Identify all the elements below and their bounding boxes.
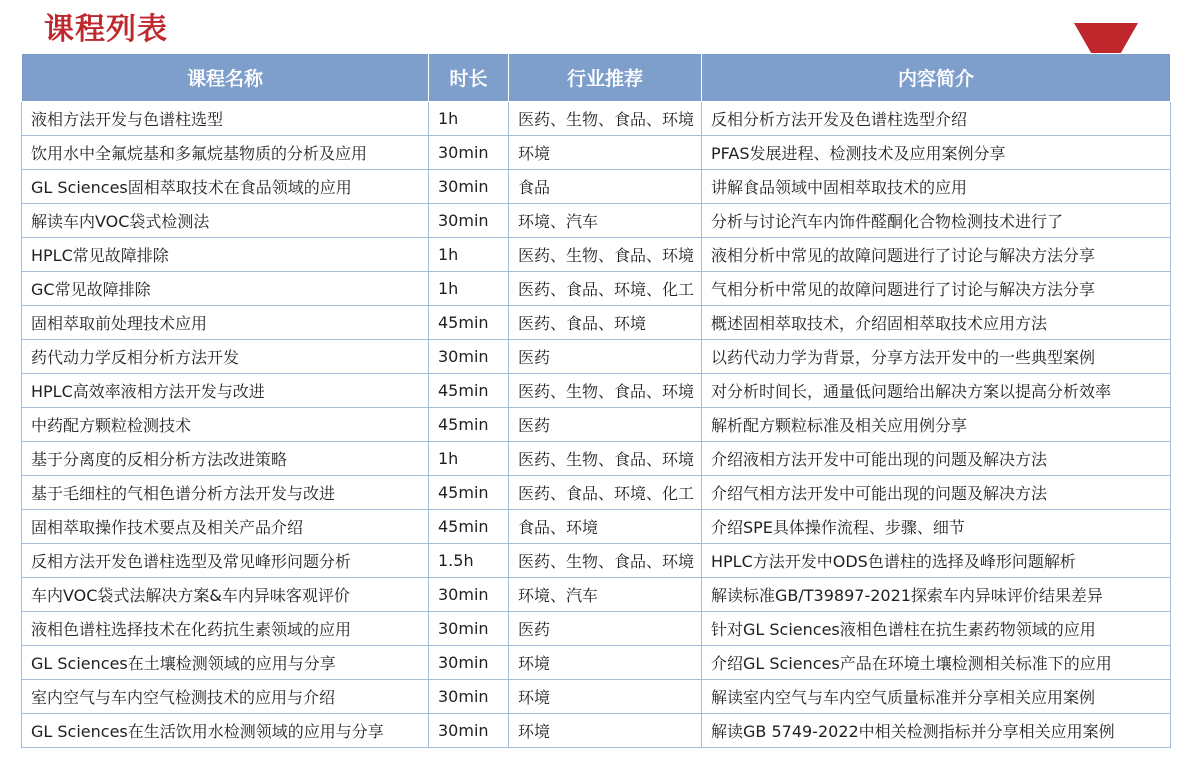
industry-cell: 环境 xyxy=(509,136,702,170)
duration-cell: 30min xyxy=(429,204,509,238)
header-duration: 时长 xyxy=(429,54,509,102)
summary-cell: 以药代动力学为背景，分享方法开发中的一些典型案例 xyxy=(702,340,1171,374)
summary-cell: 液相分析中常见的故障问题进行了讨论与解决方法分享 xyxy=(702,238,1171,272)
table-row xyxy=(22,238,1171,272)
header-course-name: 课程名称 xyxy=(22,54,429,102)
course-name-cell: 液相方法开发与色谱柱选型 xyxy=(22,102,429,136)
course-name-cell: GL Sciences在生活饮用水检测领域的应用与分享 xyxy=(22,714,429,748)
table-row xyxy=(22,170,1171,204)
table-row xyxy=(22,646,1171,680)
course-name-cell: 室内空气与车内空气检测技术的应用与介绍 xyxy=(22,680,429,714)
course-name-cell: 车内VOC袋式法解决方案&车内异味客观评价 xyxy=(22,578,429,612)
course-name-cell: HPLC常见故障排除 xyxy=(22,238,429,272)
course-name-cell: 饮用水中全氟烷基和多氟烷基物质的分析及应用 xyxy=(22,136,429,170)
table-row xyxy=(22,442,1171,476)
summary-cell: 解读室内空气与车内空气质量标准并分享相关应用案例 xyxy=(702,680,1171,714)
duration-cell: 45min xyxy=(429,476,509,510)
summary-cell: 解析配方颗粒标准及相关应用例分享 xyxy=(702,408,1171,442)
industry-cell: 医药、食品、环境、化工 xyxy=(509,476,702,510)
duration-cell: 1.5h xyxy=(429,544,509,578)
course-name-cell: GL Sciences固相萃取技术在食品领域的应用 xyxy=(22,170,429,204)
industry-cell: 环境、汽车 xyxy=(509,204,702,238)
industry-cell: 环境、汽车 xyxy=(509,578,702,612)
duration-cell: 45min xyxy=(429,408,509,442)
course-name-cell: 基于毛细柱的气相色谱分析方法开发与改进 xyxy=(22,476,429,510)
summary-cell: 分析与讨论汽车内饰件醛酮化合物检测技术进行了 xyxy=(702,204,1171,238)
industry-cell: 医药、生物、食品、环境 xyxy=(509,374,702,408)
table-row xyxy=(22,476,1171,510)
summary-cell: 概述固相萃取技术，介绍固相萃取技术应用方法 xyxy=(702,306,1171,340)
course-name-cell: 中药配方颗粒检测技术 xyxy=(22,408,429,442)
course-name-cell: HPLC高效率液相方法开发与改进 xyxy=(22,374,429,408)
course-name-cell: 基于分离度的反相分析方法改进策略 xyxy=(22,442,429,476)
course-name-cell: 反相方法开发色谱柱选型及常见峰形问题分析 xyxy=(22,544,429,578)
table-row xyxy=(22,272,1171,306)
course-name-cell: 液相色谱柱选择技术在化药抗生素领域的应用 xyxy=(22,612,429,646)
duration-cell: 1h xyxy=(429,102,509,136)
course-table xyxy=(21,53,1171,748)
summary-cell: 讲解食品领域中固相萃取技术的应用 xyxy=(702,170,1171,204)
course-name-cell: GL Sciences在土壤检测领域的应用与分享 xyxy=(22,646,429,680)
duration-cell: 30min xyxy=(429,612,509,646)
summary-cell: 气相分析中常见的故障问题进行了讨论与解决方法分享 xyxy=(702,272,1171,306)
table-header-row xyxy=(22,54,1171,102)
table-row xyxy=(22,374,1171,408)
industry-cell: 医药、食品、环境、化工 xyxy=(509,272,702,306)
page-title: 课程列表 xyxy=(44,12,168,47)
table-row xyxy=(22,612,1171,646)
summary-cell: 对分析时间长，通量低问题给出解决方案以提高分析效率 xyxy=(702,374,1171,408)
summary-cell: PFAS发展进程、检测技术及应用案例分享 xyxy=(702,136,1171,170)
table-row xyxy=(22,578,1171,612)
summary-cell: 介绍液相方法开发中可能出现的问题及解决方法 xyxy=(702,442,1171,476)
industry-cell: 环境 xyxy=(509,714,702,748)
table-row xyxy=(22,306,1171,340)
duration-cell: 1h xyxy=(429,238,509,272)
industry-cell: 医药、生物、食品、环境 xyxy=(509,102,702,136)
industry-cell: 医药 xyxy=(509,340,702,374)
table-row xyxy=(22,204,1171,238)
duration-cell: 45min xyxy=(429,306,509,340)
industry-cell: 医药、生物、食品、环境 xyxy=(509,442,702,476)
duration-cell: 45min xyxy=(429,374,509,408)
table-row xyxy=(22,544,1171,578)
duration-cell: 30min xyxy=(429,340,509,374)
course-name-cell: 药代动力学反相分析方法开发 xyxy=(22,340,429,374)
header-summary: 内容简介 xyxy=(702,54,1171,102)
table-row xyxy=(22,340,1171,374)
header-industry: 行业推荐 xyxy=(509,54,702,102)
summary-cell: 介绍SPE具体操作流程、步骤、细节 xyxy=(702,510,1171,544)
summary-cell: 反相分析方法开发及色谱柱选型介绍 xyxy=(702,102,1171,136)
course-name-cell: GC常见故障排除 xyxy=(22,272,429,306)
duration-cell: 1h xyxy=(429,272,509,306)
industry-cell: 医药、食品、环境 xyxy=(509,306,702,340)
table-row xyxy=(22,102,1171,136)
industry-cell: 环境 xyxy=(509,680,702,714)
table-row xyxy=(22,714,1171,748)
duration-cell: 30min xyxy=(429,714,509,748)
summary-cell: 解读标准GB/T39897-2021探索车内异味评价结果差异 xyxy=(702,578,1171,612)
industry-cell: 食品、环境 xyxy=(509,510,702,544)
duration-cell: 30min xyxy=(429,170,509,204)
table-row xyxy=(22,510,1171,544)
industry-cell: 医药、生物、食品、环境 xyxy=(509,238,702,272)
course-name-cell: 解读车内VOC袋式检测法 xyxy=(22,204,429,238)
course-name-cell: 固相萃取前处理技术应用 xyxy=(22,306,429,340)
industry-cell: 环境 xyxy=(509,646,702,680)
duration-cell: 45min xyxy=(429,510,509,544)
summary-cell: 介绍气相方法开发中可能出现的问题及解决方法 xyxy=(702,476,1171,510)
duration-cell: 30min xyxy=(429,136,509,170)
table-row xyxy=(22,408,1171,442)
summary-cell: HPLC方法开发中ODS色谱柱的选择及峰形问题解析 xyxy=(702,544,1171,578)
summary-cell: 介绍GL Sciences产品在环境土壤检测相关标准下的应用 xyxy=(702,646,1171,680)
industry-cell: 医药 xyxy=(509,408,702,442)
industry-cell: 医药 xyxy=(509,612,702,646)
table-row xyxy=(22,680,1171,714)
duration-cell: 30min xyxy=(429,646,509,680)
industry-cell: 医药、生物、食品、环境 xyxy=(509,544,702,578)
duration-cell: 30min xyxy=(429,578,509,612)
duration-cell: 30min xyxy=(429,680,509,714)
duration-cell: 1h xyxy=(429,442,509,476)
summary-cell: 针对GL Sciences液相色谱柱在抗生素药物领域的应用 xyxy=(702,612,1171,646)
summary-cell: 解读GB 5749-2022中相关检测指标并分享相关应用案例 xyxy=(702,714,1171,748)
industry-cell: 食品 xyxy=(509,170,702,204)
course-name-cell: 固相萃取操作技术要点及相关产品介绍 xyxy=(22,510,429,544)
table-row xyxy=(22,136,1171,170)
